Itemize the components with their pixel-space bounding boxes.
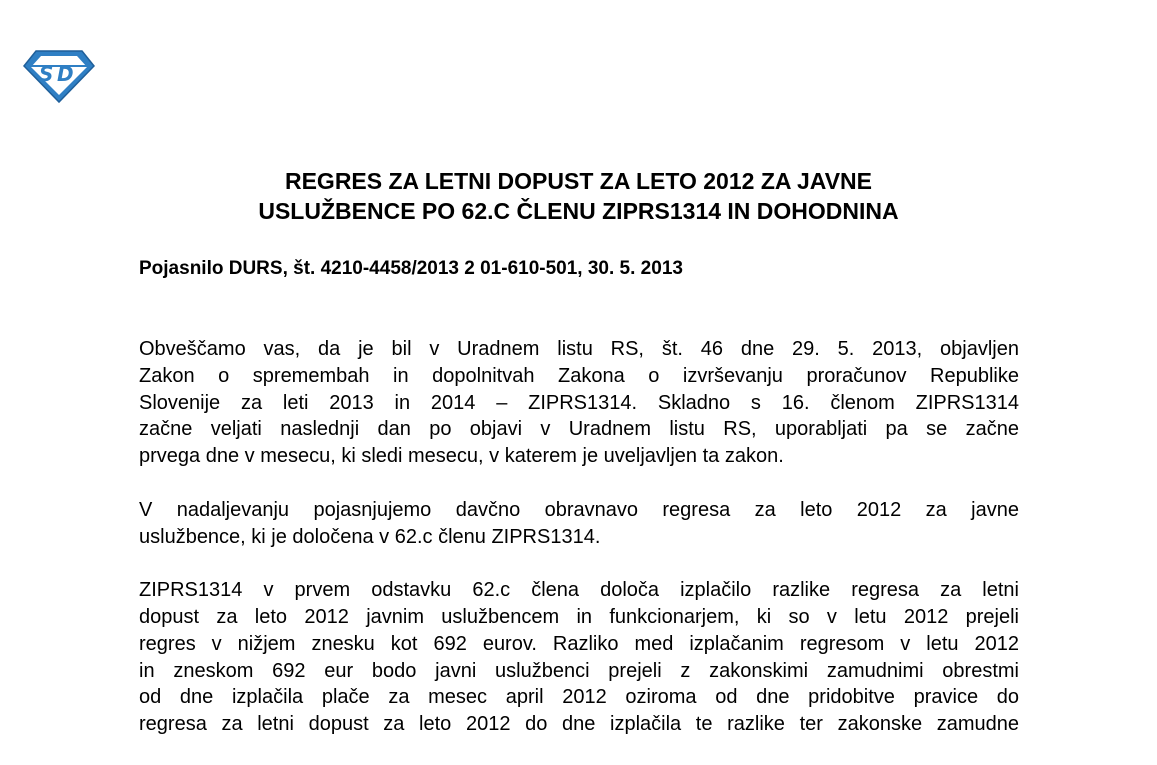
paragraph-line: od dne izplačila plače za mesec april 2012 oziroma od dne pridobitve pravice do xyxy=(139,686,1019,709)
paragraph-line: Obveščamo vas, da je bil v Uradnem listu RS, št. 46 dne 29. 5. 2013, objavljen xyxy=(139,338,1019,360)
paragraph-line: uslužbence, ki je določena v 62.c členu ZIPRS1314. xyxy=(139,525,601,548)
paragraph-line: dopust za leto 2012 javnim uslužbencem in funkcionarjem, ki so v letu 2012 prejeli xyxy=(139,605,1019,628)
title-line-1: REGRES ZA LETNI DOPUST ZA LETO 2012 ZA JAVNE xyxy=(284,168,873,194)
document-subtitle: Pojasnilo DURS, št. 4210-4458/2013 2 01-610-501, 30. 5. 2013 xyxy=(139,258,683,279)
paragraph-line: regresa za letni dopust za leto 2012 do dne izplačila te razlike ter zakonske zamudne xyxy=(139,713,1019,736)
paragraph-line: regres v nižjem znesku kot 692 eurov. Razliko med izplačanim regresom v letu 2012 xyxy=(139,632,1019,655)
paragraph-line: V nadaljevanju pojasnjujemo davčno obravnavo regresa za leto 2012 za javne xyxy=(139,498,1019,521)
paragraph-3 xyxy=(139,577,1019,738)
title-line-2: USLUŽBENCE PO 62.C ČLENU ZIPRS1314 IN DOHODNINA xyxy=(258,198,899,224)
paragraph-line: in zneskom 692 eur bodo javni uslužbenci prejeli z zakonskimi zamudnimi obrestmi xyxy=(139,659,1019,682)
paragraph-line: ZIPRS1314 v prvem odstavku 62.c člena določa izplačilo razlike regresa za letni xyxy=(139,579,1019,602)
paragraph-line: začne veljati naslednji dan po objavi v Uradnem listu RS, uporabljati pa se začne xyxy=(139,418,1019,441)
paragraph-1 xyxy=(139,336,1019,470)
svg-text:S: S xyxy=(39,62,54,86)
document-body xyxy=(139,336,1019,765)
paragraph-line: Zakon o spremembah in dopolnitvah Zakona o izvrševanju proračunov Republike xyxy=(139,364,1019,387)
document-title xyxy=(0,166,1157,226)
paragraph-2 xyxy=(139,497,1019,551)
paragraph-line: Slovenije za leti 2013 in 2014 – ZIPRS1314. Skladno s 16. členom ZIPRS1314 xyxy=(139,391,1019,414)
sd-shield-logo-icon xyxy=(22,48,96,104)
paragraph-line: prvega dne v mesecu, ki sledi mesecu, v katerem je uveljavljen ta zakon. xyxy=(139,445,784,468)
svg-text:D: D xyxy=(57,62,74,86)
